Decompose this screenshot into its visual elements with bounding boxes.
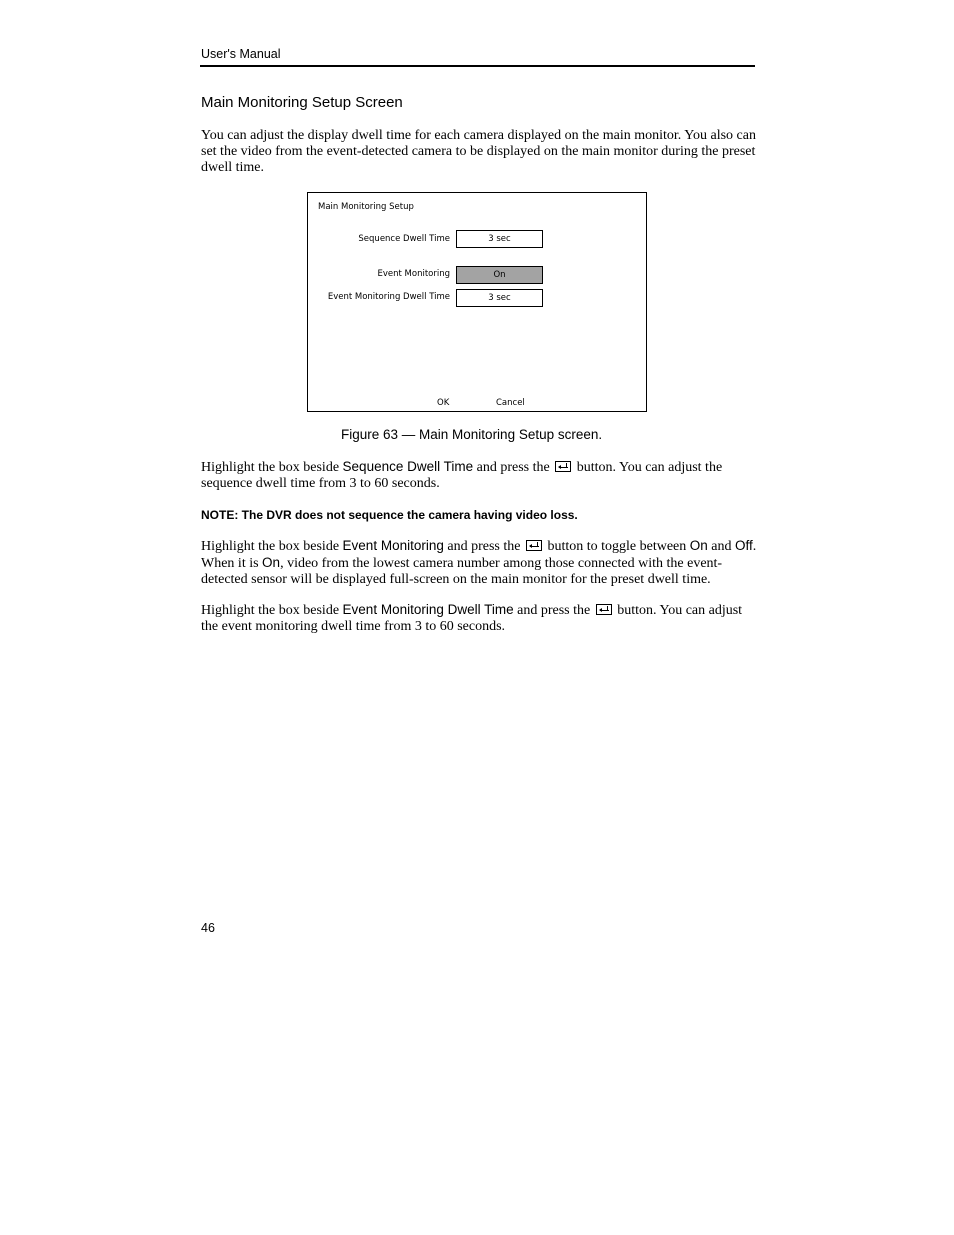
header-rule: [200, 65, 755, 67]
event-monitoring-dwell-time-field[interactable]: 3 sec: [456, 289, 543, 307]
screen-title: Main Monitoring Setup: [318, 202, 414, 212]
sequence-dwell-paragraph: [201, 459, 757, 492]
text-span: and: [707, 539, 735, 554]
ui-term: Event Monitoring Dwell Time: [342, 602, 514, 617]
text-span: and press the: [513, 603, 594, 618]
event-monitoring-label: Event Monitoring: [377, 269, 450, 279]
text-span: Highlight the box beside: [201, 603, 343, 618]
sequence-dwell-time-field[interactable]: 3 sec: [456, 230, 543, 248]
ui-term: On: [689, 538, 708, 553]
text-span: button to toggle between: [543, 539, 690, 554]
figure-caption: Figure 63 — Main Monitoring Setup screen.: [341, 427, 603, 442]
page-number: 46: [201, 921, 215, 935]
ok-button[interactable]: OK: [437, 398, 450, 408]
text-span: button. You can adjust the event monitoring dwell time from 3 to 60 seconds.: [201, 603, 743, 634]
text-span: and press the: [473, 460, 554, 475]
sequence-dwell-time-label: Sequence Dwell Time: [358, 234, 450, 244]
text-span: Highlight the box beside: [201, 539, 343, 554]
ui-term: On: [262, 555, 281, 570]
text-span: Highlight the box beside: [201, 460, 343, 475]
cancel-button[interactable]: Cancel: [496, 398, 525, 408]
ui-term: Event Monitoring: [342, 538, 444, 553]
main-monitoring-setup-screen: [307, 192, 647, 412]
enter-key-icon: [526, 540, 542, 551]
text-span: and press the: [443, 539, 524, 554]
event-dwell-paragraph: [201, 602, 757, 635]
event-monitoring-dwell-time-label: Event Monitoring Dwell Time: [327, 292, 450, 302]
text-span: , video from the lowest camera number among those connected with the event-detected sensor will be displayed full-screen on the main monitor for the preset dwell time.: [201, 556, 723, 587]
intro-paragraph: You can adjust the display dwell time for each camera displayed on the main monitor. You also can set the video from the event-detected camera to be displayed on the main monitor during the preset dwell time.: [201, 128, 756, 175]
section-title: Main Monitoring Setup Screen: [201, 94, 403, 111]
text-span: . When it is: [201, 539, 757, 571]
enter-key-icon: [596, 604, 612, 615]
text-span: button. You can adjust the sequence dwell time from 3 to 60 seconds.: [201, 460, 723, 491]
event-monitoring-paragraph: [201, 538, 757, 588]
ui-term: Off: [735, 538, 753, 553]
event-monitoring-field[interactable]: On: [456, 266, 543, 284]
running-header: User's Manual: [201, 47, 281, 61]
enter-key-icon: [555, 461, 571, 472]
ui-term: Sequence Dwell Time: [342, 459, 474, 474]
note: NOTE: The DVR does not sequence the camera having video loss.: [201, 508, 578, 522]
